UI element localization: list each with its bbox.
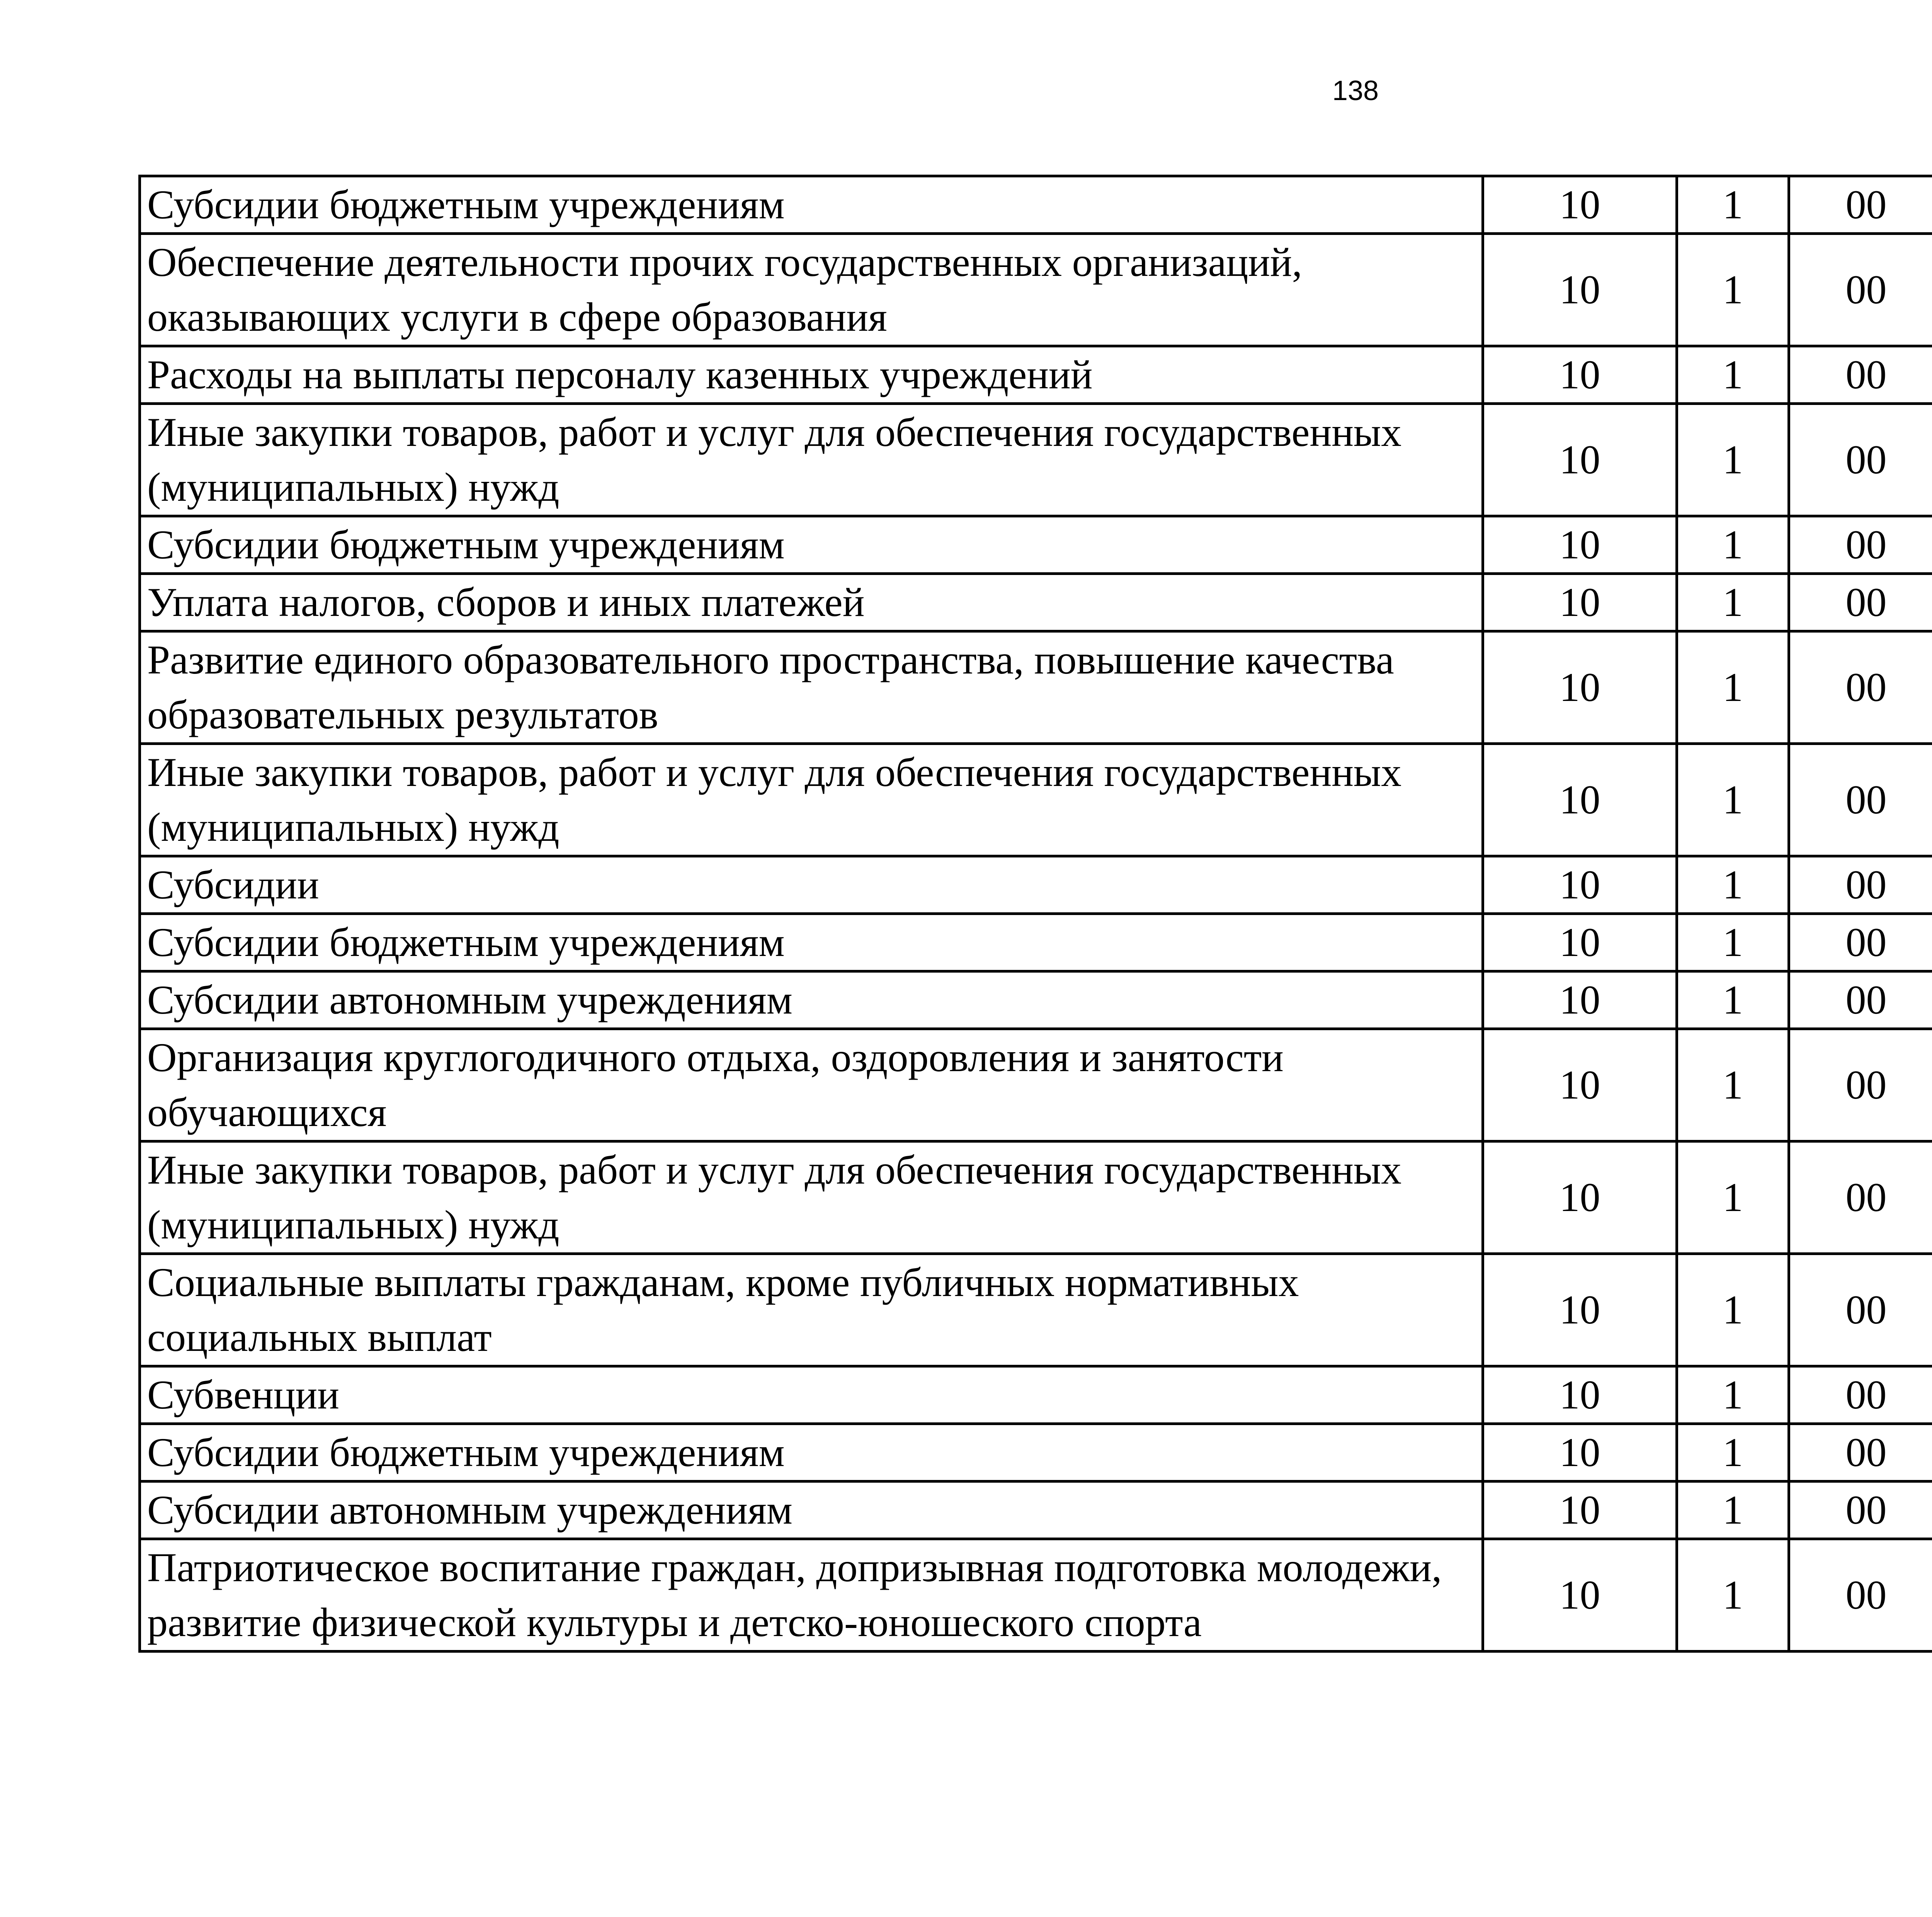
row-description: Расходы на выплаты персоналу казенных учреждений [140, 346, 1483, 404]
table-row [140, 234, 1932, 346]
row-section: 10 [1483, 1254, 1677, 1366]
row-description: Патриотическое воспитание граждан, допризывная подготовка молодежи, развитие физической культуры и детско-юношеского спорта [140, 1539, 1483, 1652]
table-row [140, 856, 1932, 914]
row-description: Субсидии автономным учреждениям [140, 1482, 1483, 1539]
row-program: 00 [1789, 1254, 1932, 1366]
row-section: 10 [1483, 1029, 1677, 1141]
table-row [140, 574, 1932, 631]
row-section: 10 [1483, 744, 1677, 856]
page-number: 138 [1332, 75, 1379, 106]
row-subsection: 1 [1677, 1482, 1789, 1539]
row-subsection: 1 [1677, 574, 1789, 631]
row-program: 00 [1789, 744, 1932, 856]
row-description: Иные закупки товаров, работ и услуг для обеспечения государственных (муниципальных) нужд [140, 744, 1483, 856]
row-description: Субсидии автономным учреждениям [140, 971, 1483, 1029]
table-row [140, 1029, 1932, 1141]
row-program: 00 [1789, 346, 1932, 404]
row-section: 10 [1483, 176, 1677, 234]
row-section: 10 [1483, 516, 1677, 574]
row-program: 00 [1789, 516, 1932, 574]
row-description: Развитие единого образовательного пространства, повышение качества образовательных результатов [140, 631, 1483, 744]
row-subsection: 1 [1677, 234, 1789, 346]
row-section: 10 [1483, 1141, 1677, 1254]
row-subsection: 1 [1677, 176, 1789, 234]
row-section: 10 [1483, 631, 1677, 744]
row-section: 10 [1483, 856, 1677, 914]
row-subsection: 1 [1677, 744, 1789, 856]
budget-table [138, 175, 1932, 1653]
row-program: 00 [1789, 1539, 1932, 1652]
table-row [140, 914, 1932, 971]
row-program: 00 [1789, 1141, 1932, 1254]
row-subsection: 1 [1677, 1539, 1789, 1652]
row-subsection: 1 [1677, 404, 1789, 516]
table-row [140, 1254, 1932, 1366]
table-row [140, 404, 1932, 516]
table-row [140, 1424, 1932, 1482]
row-description: Субсидии бюджетным учреждениям [140, 516, 1483, 574]
row-subsection: 1 [1677, 1366, 1789, 1424]
table-row [140, 1539, 1932, 1652]
row-subsection: 1 [1677, 631, 1789, 744]
row-program: 00 [1789, 176, 1932, 234]
row-program: 00 [1789, 1424, 1932, 1482]
table-row [140, 1366, 1932, 1424]
table-row [140, 744, 1932, 856]
row-program: 00 [1789, 404, 1932, 516]
row-section: 10 [1483, 1539, 1677, 1652]
row-subsection: 1 [1677, 1254, 1789, 1366]
row-description: Субсидии бюджетным учреждениям [140, 914, 1483, 971]
row-program: 00 [1789, 631, 1932, 744]
row-section: 10 [1483, 914, 1677, 971]
row-description: Иные закупки товаров, работ и услуг для обеспечения государственных (муниципальных) нужд [140, 404, 1483, 516]
row-description: Организация круглогодичного отдыха, оздоровления и занятости обучающихся [140, 1029, 1483, 1141]
table-row [140, 631, 1932, 744]
row-section: 10 [1483, 971, 1677, 1029]
row-subsection: 1 [1677, 971, 1789, 1029]
row-description: Обеспечение деятельности прочих государственных организаций, оказывающих услуги в сфере образования [140, 234, 1483, 346]
row-section: 10 [1483, 346, 1677, 404]
row-program: 00 [1789, 1482, 1932, 1539]
row-program: 00 [1789, 234, 1932, 346]
row-subsection: 1 [1677, 1141, 1789, 1254]
row-subsection: 1 [1677, 346, 1789, 404]
row-program: 00 [1789, 914, 1932, 971]
table-row [140, 176, 1932, 234]
table-row [140, 346, 1932, 404]
row-description: Иные закупки товаров, работ и услуг для обеспечения государственных (муниципальных) нужд [140, 1141, 1483, 1254]
row-section: 10 [1483, 234, 1677, 346]
row-subsection: 1 [1677, 516, 1789, 574]
row-description: Субсидии [140, 856, 1483, 914]
row-program: 00 [1789, 1029, 1932, 1141]
row-section: 10 [1483, 1424, 1677, 1482]
row-subsection: 1 [1677, 914, 1789, 971]
row-section: 10 [1483, 1482, 1677, 1539]
row-subsection: 1 [1677, 1424, 1789, 1482]
row-program: 00 [1789, 1366, 1932, 1424]
row-description: Субвенции [140, 1366, 1483, 1424]
table-row [140, 1141, 1932, 1254]
row-section: 10 [1483, 1366, 1677, 1424]
table-row [140, 1482, 1932, 1539]
table-row [140, 971, 1932, 1029]
row-program: 00 [1789, 574, 1932, 631]
table-row [140, 516, 1932, 574]
row-description: Уплата налогов, сборов и иных платежей [140, 574, 1483, 631]
row-program: 00 [1789, 856, 1932, 914]
row-section: 10 [1483, 574, 1677, 631]
row-program: 00 [1789, 971, 1932, 1029]
row-description: Субсидии бюджетным учреждениям [140, 1424, 1483, 1482]
row-section: 10 [1483, 404, 1677, 516]
row-subsection: 1 [1677, 856, 1789, 914]
row-description: Субсидии бюджетным учреждениям [140, 176, 1483, 234]
row-subsection: 1 [1677, 1029, 1789, 1141]
row-description: Социальные выплаты гражданам, кроме публичных нормативных социальных выплат [140, 1254, 1483, 1366]
